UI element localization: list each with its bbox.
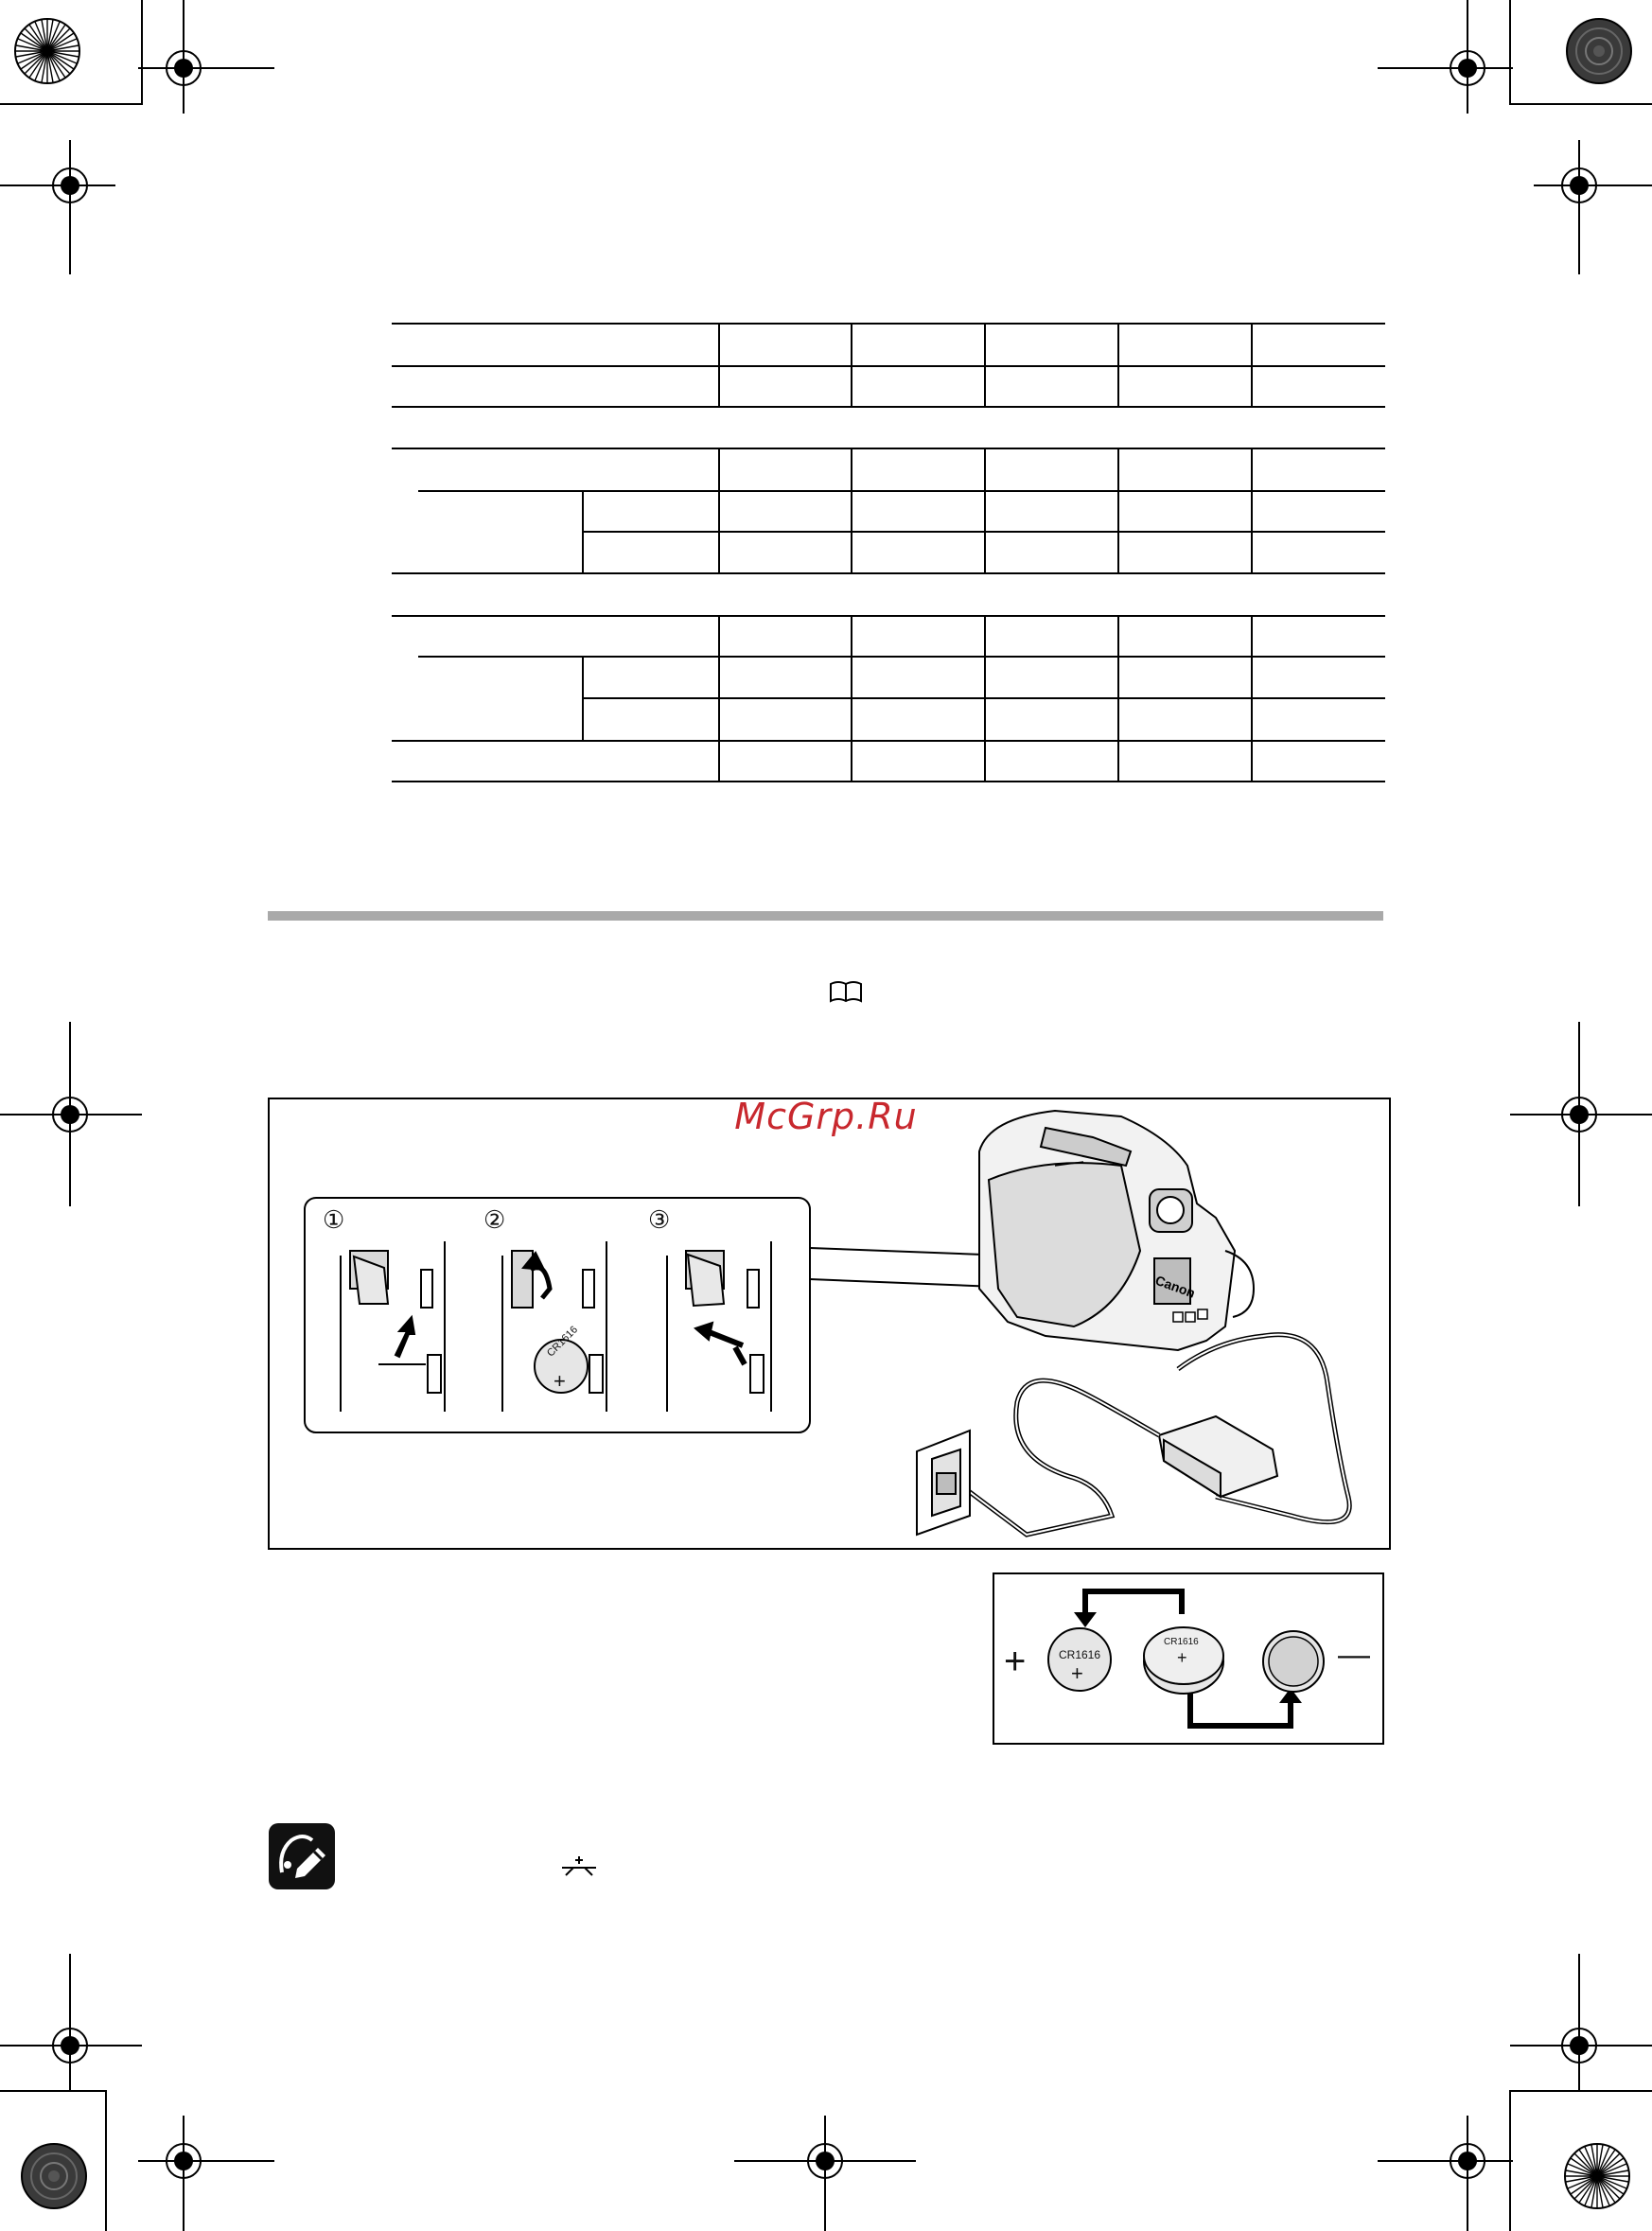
registration-mark-icon bbox=[1565, 2144, 1629, 2208]
registration-mark-icon bbox=[22, 2144, 86, 2208]
polarity-diagram bbox=[993, 1572, 1384, 1745]
book-icon bbox=[829, 980, 863, 1005]
battery-label-front: CR1616 bbox=[1059, 1648, 1101, 1661]
brand-logo: Canon bbox=[1152, 1272, 1198, 1301]
note-pencil-icon bbox=[269, 1823, 335, 1889]
camcorder-illustration bbox=[270, 1099, 1389, 1548]
registration-mark-icon bbox=[15, 19, 79, 83]
battery-label: CR1616 bbox=[545, 1324, 581, 1360]
installation-figure bbox=[268, 1098, 1391, 1550]
step-3-label: ③ bbox=[648, 1205, 671, 1234]
battery-charge-symbol bbox=[558, 1854, 600, 1877]
battery-plus-tilted: + bbox=[1177, 1648, 1187, 1667]
registration-mark-icon bbox=[1567, 19, 1631, 83]
battery-plus-front: + bbox=[1071, 1661, 1083, 1685]
spec-table bbox=[388, 318, 1387, 787]
step-2-label: ② bbox=[483, 1205, 506, 1234]
positive-sign: + bbox=[1004, 1641, 1027, 1682]
watermark: McGrp.Ru bbox=[734, 1096, 918, 1137]
section-divider bbox=[268, 911, 1383, 921]
battery-plus: + bbox=[554, 1369, 566, 1393]
negative-sign: — bbox=[1338, 1637, 1370, 1673]
battery-label-tilted: CR1616 bbox=[1164, 1637, 1199, 1647]
step-1-label: ① bbox=[323, 1205, 345, 1234]
